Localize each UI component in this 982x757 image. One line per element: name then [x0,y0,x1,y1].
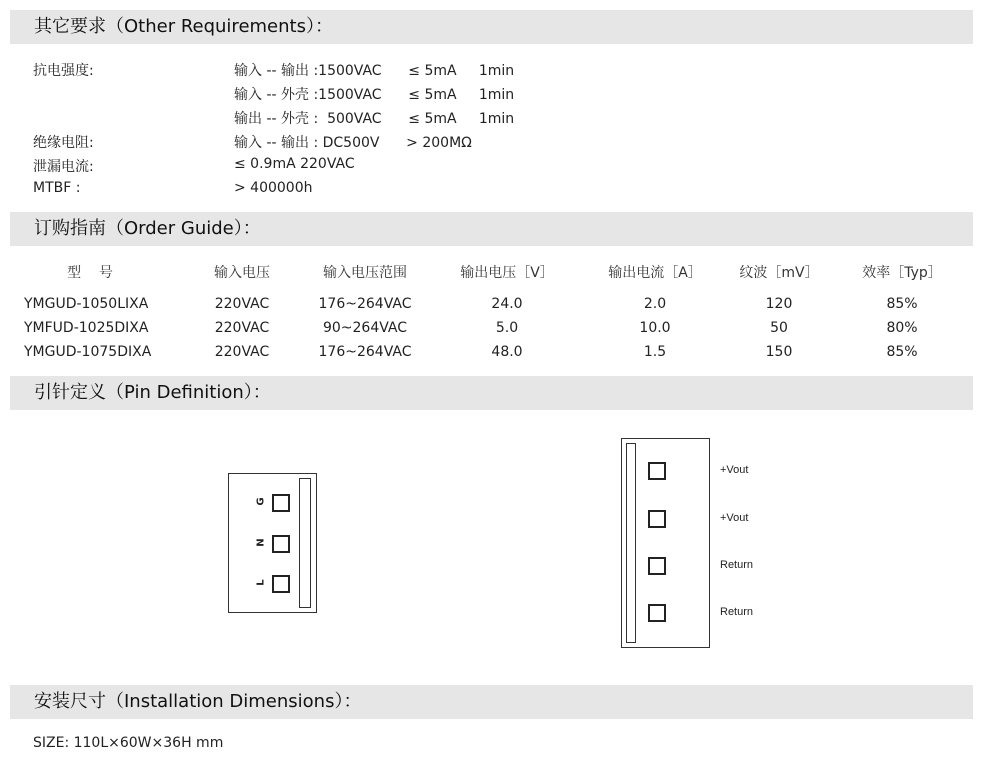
table-cell: 220VAC [214,320,270,336]
section-header-other-requirements: 其它要求（Other Requirements）： [10,10,973,44]
table-cell: 176~264VAC [318,296,412,312]
table-header-cell: 效率［Typ］ [862,265,942,281]
section-header-installation: 安装尺寸（Installation Dimensions）： [10,685,973,719]
table-cell: 80% [886,320,918,336]
output-connector-rail [626,443,636,643]
dielectric-spec-3: 输出 -- 外壳 : 500VAC ≤ 5mA 1min [234,111,515,127]
table-cell: 85% [886,344,918,360]
dielectric-label: 抗电强度: [33,63,94,79]
table-cell: 1.5 [643,344,667,360]
table-cell: 10.0 [639,320,671,336]
section-header-order-guide: 订购指南（Order Guide）： [10,212,973,246]
table-header-cell: 型 号 [67,265,113,281]
input-pin-label: G [255,497,267,506]
insulation-value: 输入 -- 输出 : DC500V > 200MΩ [234,135,472,151]
leakage-label: 泄漏电流: [33,159,94,175]
table-cell: 85% [886,296,918,312]
output-pin-label: Return [720,559,754,571]
table-cell: 5.0 [495,320,519,336]
table-cell: 120 [765,296,793,312]
installation-size: SIZE: 110L×60W×36H mm [33,735,224,751]
insulation-label: 绝缘电阻: [33,135,94,151]
table-cell: 2.0 [643,296,667,312]
table-cell: 220VAC [214,296,270,312]
output-pin-label: +Vout [720,512,749,524]
output-pin-terminal [648,462,666,480]
table-model-cell: YMFUD-1025DIXA [24,320,149,336]
table-model-cell: YMGUD-1075DIXA [24,344,152,360]
table-header-cell: 输入电压 [214,265,270,281]
output-pin-terminal [648,510,666,528]
table-cell: 24.0 [491,296,523,312]
table-cell: 48.0 [491,344,523,360]
dielectric-spec-2: 输入 -- 外壳 :1500VAC ≤ 5mA 1min [234,87,515,103]
table-cell: 50 [770,320,788,336]
table-header-cell: 输出电压［V］ [460,265,554,281]
output-pin-terminal [648,557,666,575]
table-cell: 90~264VAC [322,320,408,336]
table-model-cell: YMGUD-1050LIXA [24,296,149,312]
mtbf-label: MTBF : [33,180,81,196]
table-cell: 150 [765,344,793,360]
table-cell: 220VAC [214,344,270,360]
table-cell: 176~264VAC [318,344,412,360]
input-pin-terminal [272,575,290,593]
table-header-cell: 输入电压范围 [323,265,407,281]
table-header-cell: 纹波［mV］ [739,265,819,281]
output-pin-terminal [648,604,666,622]
output-pin-label: Return [720,606,754,618]
table-header-cell: 输出电流［A］ [608,265,702,281]
output-pin-label: +Vout [720,464,749,476]
input-pin-label: N [255,538,267,547]
input-pin-terminal [272,494,290,512]
mtbf-value: > 400000h [234,180,313,196]
dielectric-spec-1: 输入 -- 输出 :1500VAC ≤ 5mA 1min [234,63,515,79]
input-connector-rail [299,478,311,608]
section-header-pin-definition: 引针定义（Pin Definition）： [10,376,973,410]
leakage-value: ≤ 0.9mA 220VAC [234,156,355,172]
input-pin-terminal [272,535,290,553]
input-pin-label: L [255,579,267,586]
